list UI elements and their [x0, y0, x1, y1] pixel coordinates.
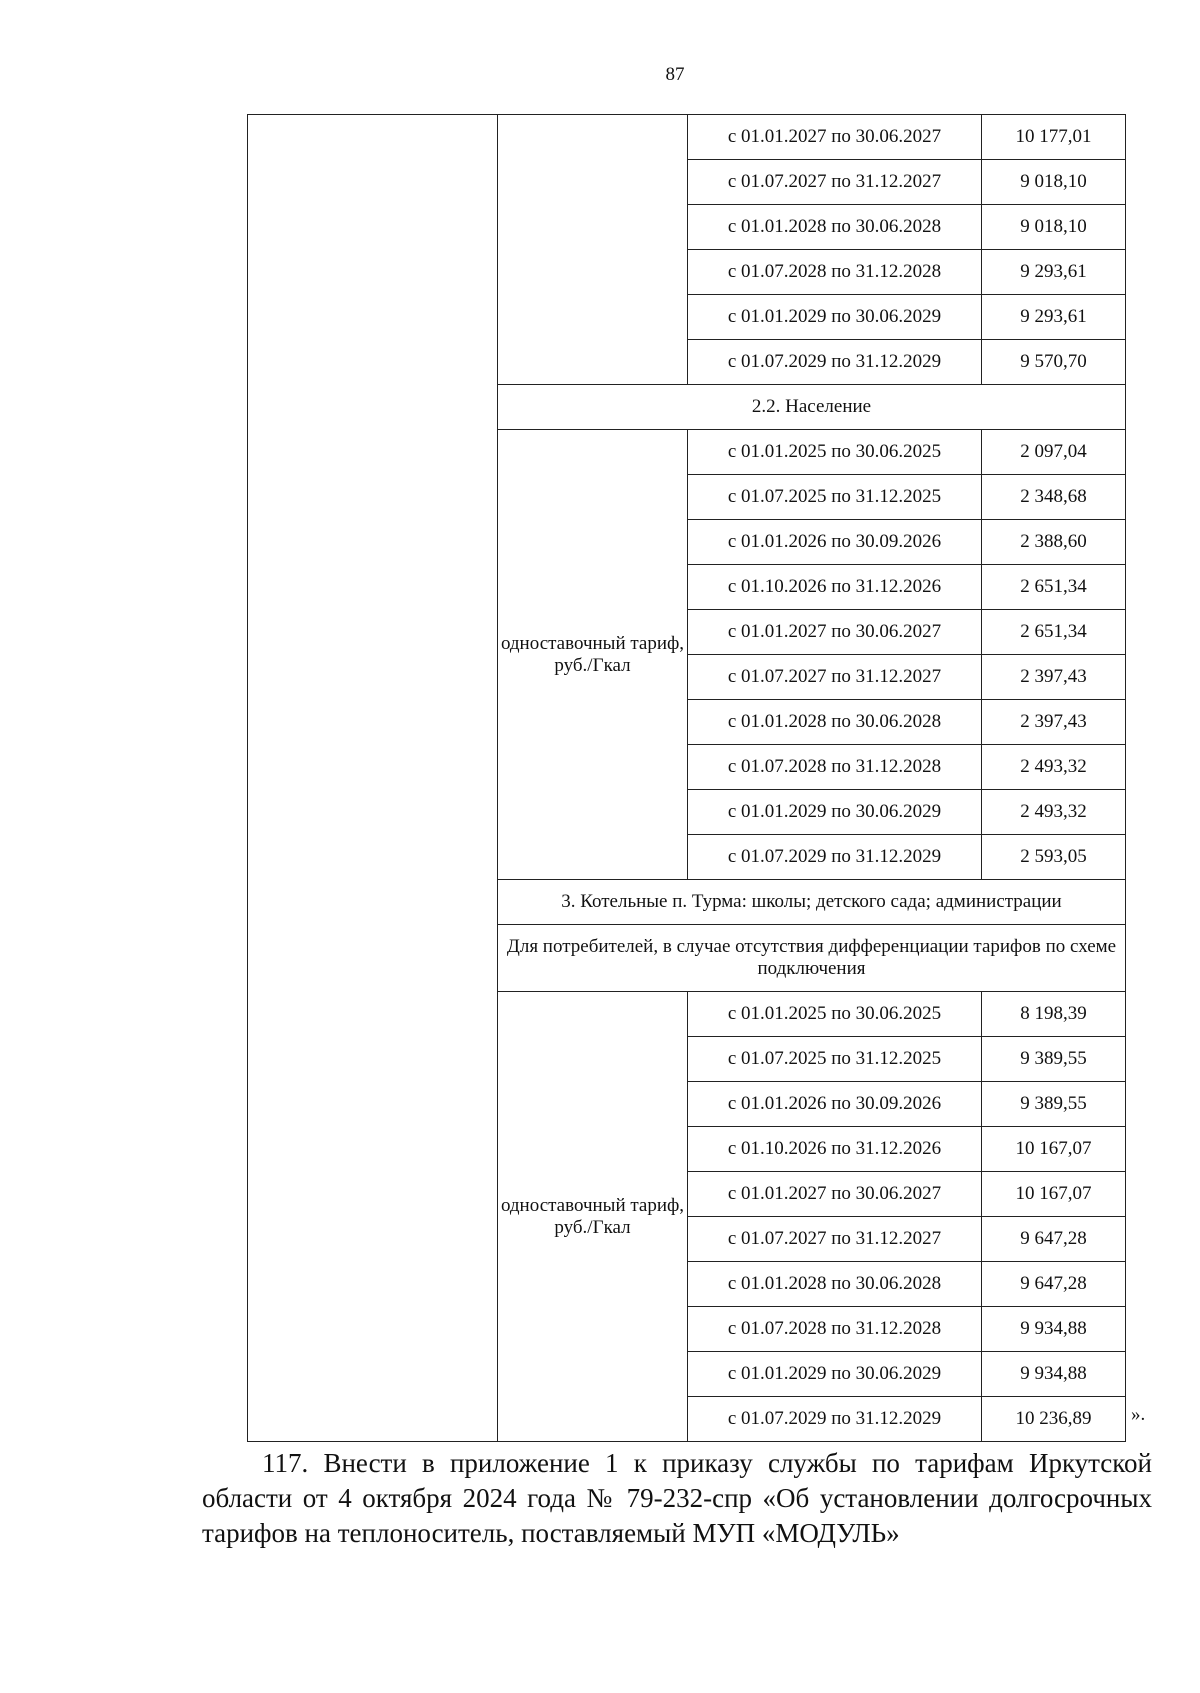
value-cell: 9 389,55	[982, 1037, 1126, 1082]
value-cell: 9 647,28	[982, 1217, 1126, 1262]
period-cell: с 01.07.2027 по 31.12.2027	[688, 655, 982, 700]
period-cell: с 01.07.2028 по 31.12.2028	[688, 745, 982, 790]
value-cell: 9 934,88	[982, 1352, 1126, 1397]
value-cell: 9 018,10	[982, 205, 1126, 250]
period-cell: с 01.07.2029 по 31.12.2029	[688, 1397, 982, 1442]
value-cell: 2 651,34	[982, 610, 1126, 655]
period-cell: с 01.01.2025 по 30.06.2025	[688, 992, 982, 1037]
value-cell: 9 293,61	[982, 295, 1126, 340]
period-cell: с 01.07.2027 по 31.12.2027	[688, 1217, 982, 1262]
period-cell: с 01.01.2029 по 30.06.2029	[688, 790, 982, 835]
table-row	[248, 115, 1126, 160]
value-cell: 10 236,89	[982, 1397, 1126, 1442]
value-cell: 9 293,61	[982, 250, 1126, 295]
period-cell: с 01.01.2025 по 30.06.2025	[688, 430, 982, 475]
value-cell: 10 167,07	[982, 1127, 1126, 1172]
value-cell: 2 348,68	[982, 475, 1126, 520]
period-cell: с 01.01.2027 по 30.06.2027	[688, 115, 982, 160]
value-cell: 2 397,43	[982, 700, 1126, 745]
period-cell: с 01.07.2028 по 31.12.2028	[688, 1307, 982, 1352]
page-number: 87	[665, 64, 685, 85]
period-cell: с 01.01.2027 по 30.06.2027	[688, 1172, 982, 1217]
period-cell: с 01.01.2029 по 30.06.2029	[688, 295, 982, 340]
value-cell: 2 593,05	[982, 835, 1126, 880]
period-cell: с 01.07.2028 по 31.12.2028	[688, 250, 982, 295]
tariff-unit-label: одноставочный тариф, руб./Гкал	[498, 430, 688, 880]
section-header-2-2: 2.2. Население	[498, 385, 1126, 430]
period-cell: с 01.01.2029 по 30.06.2029	[688, 1352, 982, 1397]
value-cell: 9 018,10	[982, 160, 1126, 205]
value-cell: 9 389,55	[982, 1082, 1126, 1127]
value-cell: 8 198,39	[982, 992, 1126, 1037]
value-cell: 9 570,70	[982, 340, 1126, 385]
value-cell: 10 177,01	[982, 115, 1126, 160]
empty-left-column	[248, 115, 498, 1442]
value-cell: 2 388,60	[982, 520, 1126, 565]
value-cell: 10 167,07	[982, 1172, 1126, 1217]
period-cell: с 01.10.2026 по 31.12.2026	[688, 1127, 982, 1172]
period-cell: с 01.07.2025 по 31.12.2025	[688, 475, 982, 520]
tariff-unit-label: одноставочный тариф, руб./Гкал	[498, 992, 688, 1442]
value-cell: 2 651,34	[982, 565, 1126, 610]
period-cell: с 01.01.2027 по 30.06.2027	[688, 610, 982, 655]
unit-cell-empty	[498, 115, 688, 385]
period-cell: с 01.01.2026 по 30.09.2026	[688, 1082, 982, 1127]
tariff-table	[247, 114, 1126, 1442]
consumers-note: Для потребителей, в случае отсутствия дифференциации тарифов по схеме подключения	[498, 925, 1126, 992]
period-cell: с 01.07.2029 по 31.12.2029	[688, 340, 982, 385]
period-cell: с 01.01.2028 по 30.06.2028	[688, 700, 982, 745]
period-cell: с 01.01.2028 по 30.06.2028	[688, 205, 982, 250]
value-cell: 2 493,32	[982, 745, 1126, 790]
value-cell: 9 647,28	[982, 1262, 1126, 1307]
period-cell: с 01.01.2026 по 30.09.2026	[688, 520, 982, 565]
section-header-3: 3. Котельные п. Турма: школы; детского сада; администрации	[498, 880, 1126, 925]
value-cell: 2 097,04	[982, 430, 1126, 475]
value-cell: 9 934,88	[982, 1307, 1126, 1352]
period-cell: с 01.07.2025 по 31.12.2025	[688, 1037, 982, 1082]
period-cell: с 01.07.2027 по 31.12.2027	[688, 160, 982, 205]
paragraph-117: 117. Внести в приложение 1 к приказу службы по тарифам Иркутской области от 4 октября 2024 года № 79-232-спр «Об установлении долгосрочных тарифов на теплоноситель, поставляемый МУП «МОДУЛЬ»	[202, 1448, 1152, 1548]
period-cell: с 01.07.2029 по 31.12.2029	[688, 835, 982, 880]
value-cell: 2 397,43	[982, 655, 1126, 700]
closing-quote: ».	[1131, 1404, 1146, 1425]
period-cell: с 01.10.2026 по 31.12.2026	[688, 565, 982, 610]
value-cell: 2 493,32	[982, 790, 1126, 835]
period-cell: с 01.01.2028 по 30.06.2028	[688, 1262, 982, 1307]
